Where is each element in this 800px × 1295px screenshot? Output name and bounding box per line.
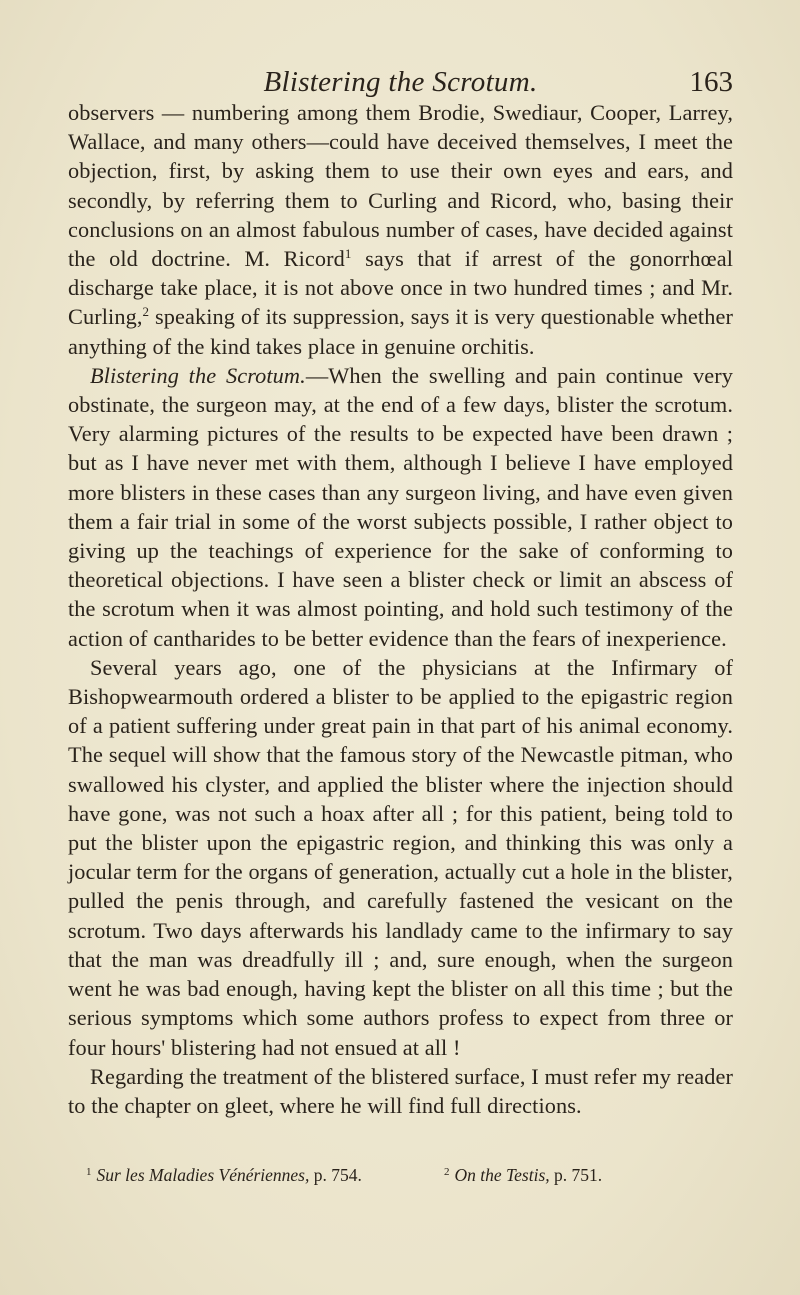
paragraph-1-part-b: says that if arrest of the gonorrhœal discharge take place, it is not above once in two hundred times ; and Mr. Curling, (68, 246, 733, 330)
footnote-2-page: p. 751. (549, 1165, 603, 1185)
body-text (68, 98, 733, 1120)
section-sidehead: Blistering the Scrotum. (90, 362, 306, 388)
footnote-2 (444, 1160, 602, 1187)
paragraph-1 (68, 98, 733, 361)
paragraph-3: Several years ago, one of the physicians at the Infirmary of Bishopwearmouth ordered a blister to be applied to the epigastric region of a patient suffering under great pain in that part of his animal economy. The sequel will show that the famous story of the Newcastle pitman, who swallowed his clyster, and applied the blister where the injection should have gone, was not such a hoax after all ; for this patient, being told to put the blister upon the epigastric region, and thinking this was only a jocular term for the organs of generation, actually cut a hole in the blister, pulled the penis through, and carefully fastened the vesicant on the scrotum. Two days afterwards his landlady came to the infirmary to say that the man was dreadfully ill ; and, sure enough, when the surgeon went he was bad enough, having kept the blister on all this time ; but the serious symptoms which some authors profess to expect from three or four hours' blistering had not ensued at all ! (68, 654, 733, 1060)
footnote-1-work: Sur les Maladies Vénériennes, (96, 1165, 310, 1185)
footnote-1-page: p. 754. (309, 1165, 362, 1185)
running-title: Blistering the Scrotum. (263, 66, 538, 98)
running-head (68, 62, 733, 102)
paragraph-4: Regarding the treatment of the blistered surface, I must refer my reader to the chapter on gleet, where he will find full directions. (68, 1063, 733, 1118)
footnote-2-work: On the Testis, (454, 1165, 550, 1185)
footnote-ref-2: 2 (142, 304, 150, 320)
paragraph-1-part-a: observers — numbering among them Brodie, Swediaur, Cooper, Larrey, Wallace, and many others—could have deceived themselves, I meet the objection, first, by asking them to use their own eyes and ears, and secondly, by referring them to Curling and Ricord, who, basing their conclusions on an almost fabulous number of cases, have decided against the old doctrine. M. Ricord (68, 100, 733, 272)
footnote-2-marker: 2 (444, 1166, 450, 1178)
footnote-1-marker: 1 (86, 1166, 92, 1178)
paragraph-2 (68, 361, 733, 653)
paragraph-2-text: —When the swelling and pain continue very obstinate, the surgeon may, at the end of a few days, blister the scrotum. Very alarming pictures of the results to be expected have been drawn ; but as I have never met with them, although I believe I have employed more blisters in these cases than any surgeon living, and have even given them a fair trial in some of the worst subjects possible, I rather object to giving up the teachings of experience for the sake of conforming to theoretical objections. I have seen a blister check or limit an abscess of the scrotum when it was almost pointing, and hold such testimony of the action of cantharides to be better evidence than the fears of inexperience. (68, 362, 733, 651)
footnote-ref-1: 1 (344, 246, 352, 262)
page-number: 163 (689, 66, 733, 98)
paragraph-1-part-c: speaking of its suppression, says it is very questionable whether anything of the kind takes place in genuine orchitis. (68, 304, 733, 359)
footnote-1 (86, 1160, 362, 1187)
